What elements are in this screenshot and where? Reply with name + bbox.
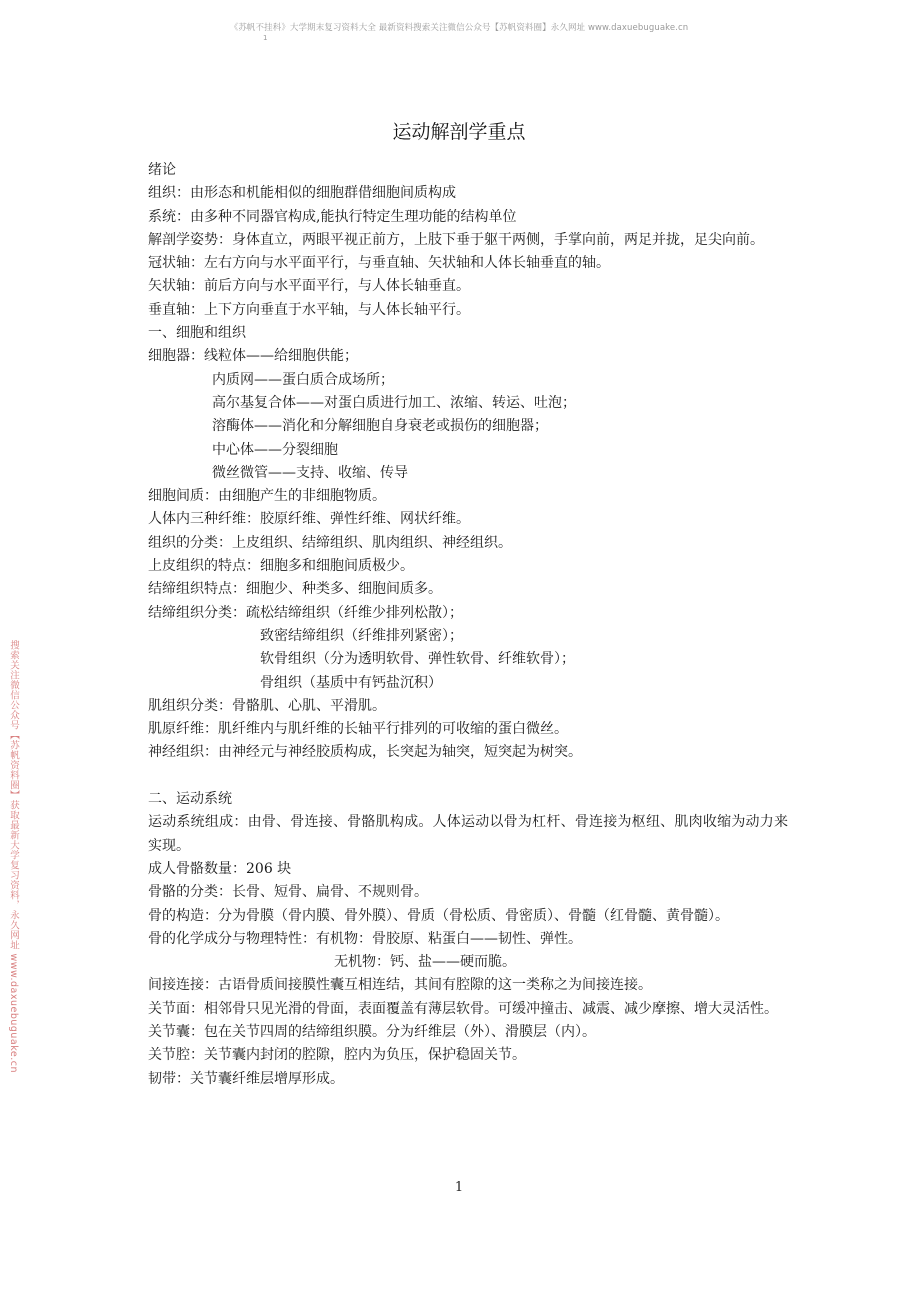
text-line: 矢状轴：前后方向与水平面平行，与人体长轴垂直。	[148, 278, 470, 295]
text-line: 细胞间质：由细胞产生的非细胞物质。	[148, 488, 386, 505]
text-line: 间接连接：古语骨质间接膜性囊互相连结，其间有腔隙的这一类称之为间接连接。	[148, 977, 652, 994]
text-line: 骨骼的分类：长骨、短骨、扁骨、不规则骨。	[148, 884, 428, 901]
page-header-watermark: 《苏帆不挂科》大学期末复习资料大全 最新资料搜索关注微信公众号【苏帆资料圈】永久网址 www.daxuebuguake.cn	[229, 23, 689, 33]
header-mark: 1	[263, 34, 268, 42]
text-line-indented: 骨组织（基质中有钙盐沉积）	[260, 674, 442, 691]
text-line: 人体内三种纤维：胶原纤维、弹性纤维、网状纤维。	[148, 511, 470, 528]
text-line-indented: 内质网——蛋白质合成场所；	[212, 371, 394, 388]
text-paragraph: 运动系统组成：由骨、骨连接、骨骼肌构成。人体运动以骨为杠杆、骨连接为枢纽、肌肉收缩为动力来实现。	[148, 814, 788, 854]
text-line: 垂直轴：上下方向垂直于水平轴，与人体长轴平行。	[148, 301, 470, 318]
text-line: 冠状轴：左右方向与水平面平行，与垂直轴、矢状轴和人体长轴垂直的轴。	[148, 255, 610, 272]
section-heading: 绪论	[148, 162, 176, 178]
document-title: 运动解剖学重点	[392, 121, 526, 143]
text-line: 关节囊：包在关节四周的结缔组织膜。分为纤维层（外）、滑膜层（内）。	[148, 1023, 596, 1040]
section-heading: 一、细胞和组织	[148, 325, 246, 342]
text-line: 骨的化学成分与物理特性：有机物：骨胶原、粘蛋白——韧性、弹性。	[148, 930, 582, 947]
text-line-indented: 无机物：钙、盐——硬而脆。	[334, 954, 516, 971]
text-line-indented: 软骨组织（分为透明软骨、弹性软骨、纤维软骨）；	[260, 651, 575, 668]
text-paragraph: 解剖学姿势：身体直立，两眼平视正前方，上肢下垂于躯干两侧，手掌向前，两足并拢，足尖向前。	[148, 231, 764, 248]
blank-line	[148, 765, 788, 788]
text-line: 细胞器：线粒体——给细胞供能；	[148, 348, 358, 365]
text-line: 系统：由多种不同器官构成,能执行特定生理功能的结构单位	[148, 208, 517, 225]
text-line: 肌组织分类：骨骼肌、心肌、平滑肌。	[148, 697, 386, 714]
text-line-indented: 微丝微管——支持、收缩、传导	[212, 464, 408, 481]
text-line-indented: 中心体——分裂细胞	[212, 441, 338, 458]
text-paragraph: 关节面：相邻骨只见光滑的骨面，表面覆盖有薄层软骨。可缓冲撞击、减震、减少摩擦、增大灵活性。	[148, 1000, 778, 1017]
text-line-indented: 致密结缔组织（纤维排列紧密）；	[260, 627, 463, 644]
text-line: 关节腔：关节囊内封闭的腔隙，腔内为负压，保护稳固关节。	[148, 1047, 526, 1064]
text-line: 组织的分类：上皮组织、结缔组织、肌肉组织、神经组织。	[148, 534, 512, 551]
text-line: 结缔组织特点：细胞少、种类多、细胞间质多。	[148, 581, 442, 598]
document-body	[148, 159, 788, 1091]
side-watermark: 搜索关注微信公众号【苏帆资料圈】获取最新大学复习资料，永久网址 www.daxuebuguake.cn	[8, 640, 19, 1074]
text-line: 成人骨骼数量：206 块	[148, 860, 292, 877]
text-line: 结缔组织分类：疏松结缔组织（纤维少排列松散）；	[148, 604, 463, 621]
text-line: 神经组织：由神经元与神经胶质构成，长突起为轴突，短突起为树突。	[148, 744, 582, 761]
text-line-indented: 高尔基复合体——对蛋白质进行加工、浓缩、转运、吐泡；	[212, 394, 576, 411]
page-number: 1	[454, 1180, 464, 1195]
text-line: 韧带：关节囊纤维层增厚形成。	[148, 1070, 344, 1087]
text-line: 上皮组织的特点：细胞多和细胞间质极少。	[148, 558, 414, 575]
text-line: 骨的构造：分为骨膜（骨内膜、骨外膜）、骨质（骨松质、骨密质）、骨髓（红骨髓、黄骨髓）。	[148, 907, 729, 924]
section-heading: 二、运动系统	[148, 791, 232, 808]
text-line-indented: 溶酶体——消化和分解细胞自身衰老或损伤的细胞器；	[212, 418, 548, 435]
text-line: 组织：由形态和机能相似的细胞群借细胞间质构成	[148, 185, 456, 202]
text-line: 肌原纤维：肌纤维内与肌纤维的长轴平行排列的可收缩的蛋白微丝。	[148, 721, 568, 738]
